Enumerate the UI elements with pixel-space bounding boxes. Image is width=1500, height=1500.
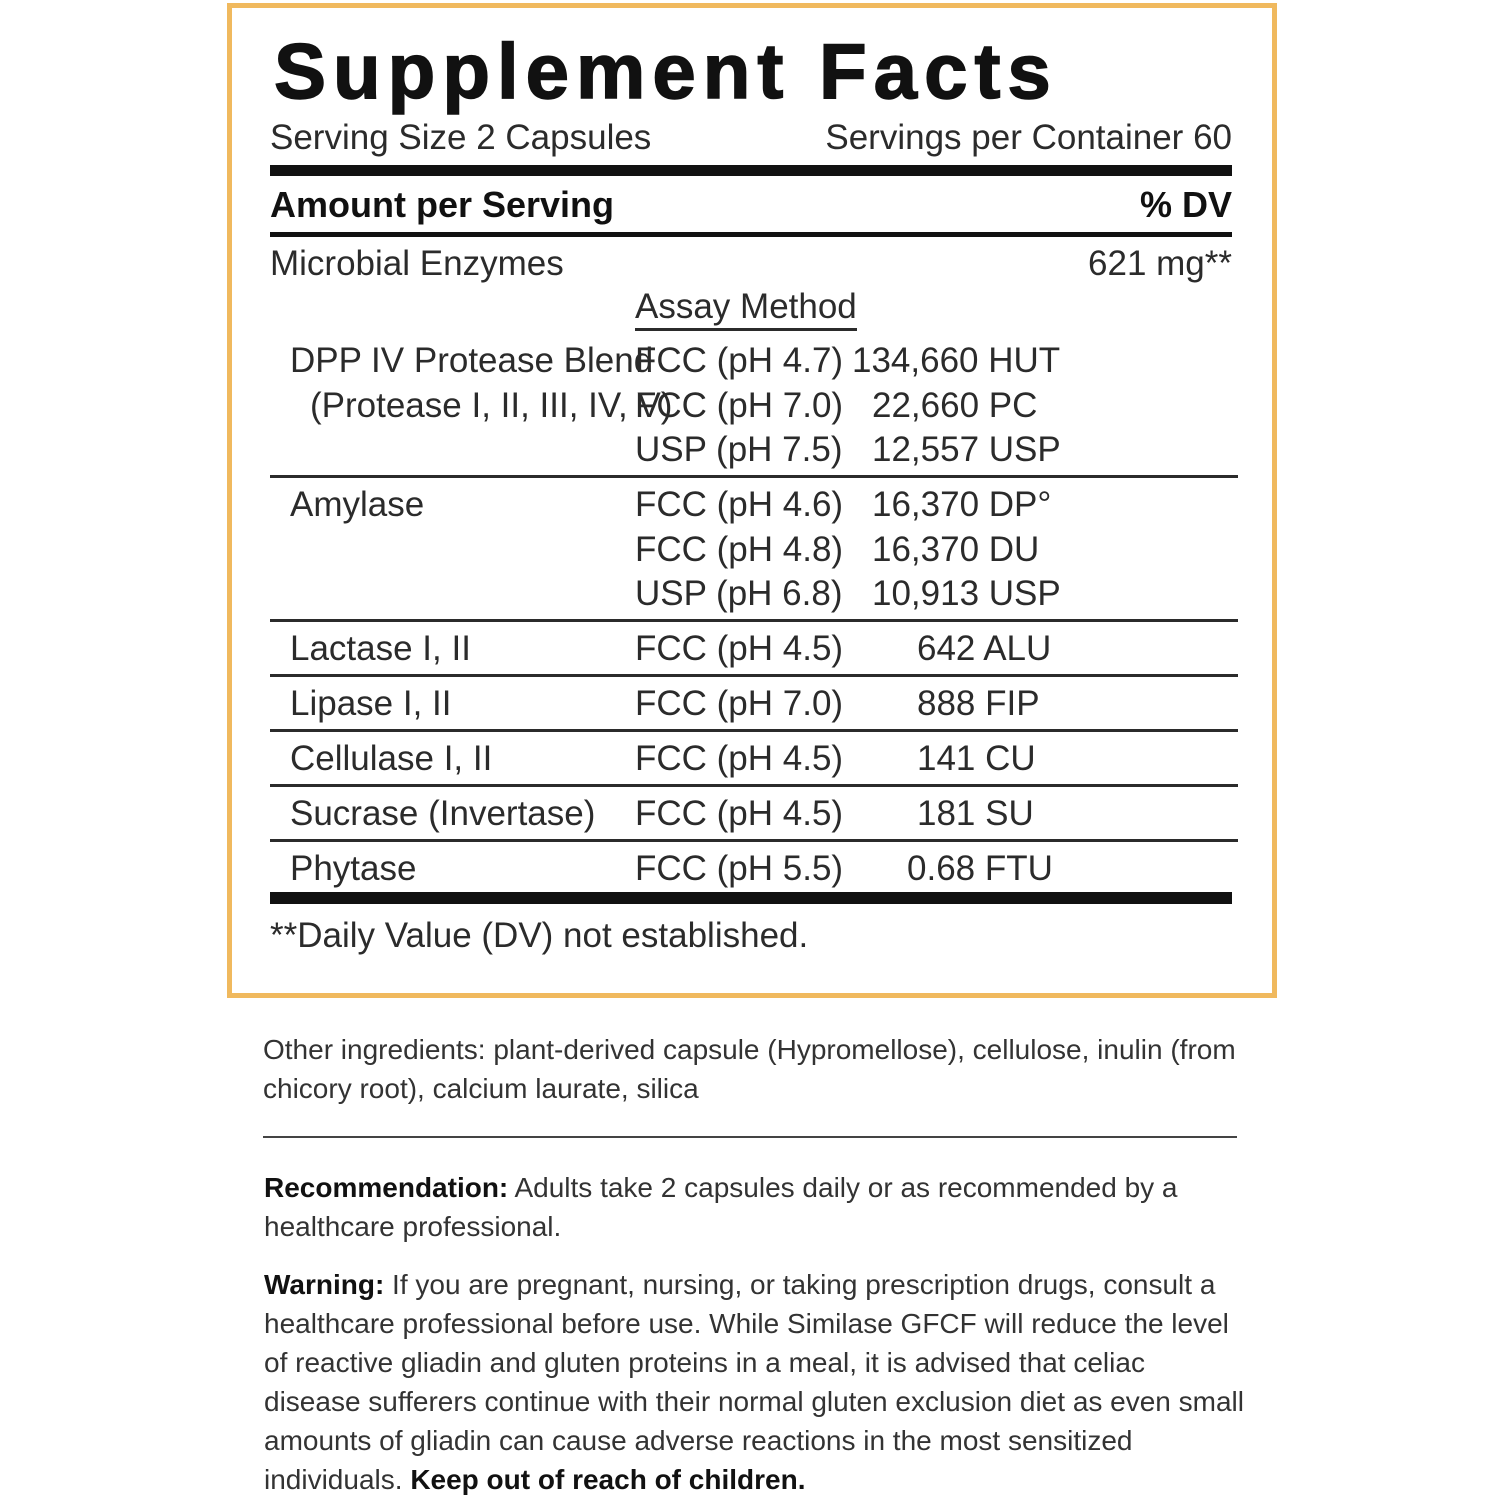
ingredient-name: Lipase I, II (290, 684, 452, 723)
activity-value: 181 SU (917, 794, 1034, 833)
assay-method: FCC (pH 4.5) (635, 739, 844, 778)
row-divider (270, 475, 1238, 478)
activity-value: 22,660 PC (872, 386, 1038, 425)
enzymes-label: Microbial Enzymes (270, 244, 564, 283)
amount-per-serving-label: Amount per Serving (270, 184, 615, 225)
daily-value-header: % DV (1139, 184, 1232, 225)
section-separator (263, 1136, 1237, 1138)
assay-method: USP (pH 7.5) (635, 430, 843, 469)
row-divider (270, 729, 1238, 732)
ingredient-name: Lactase I, II (290, 629, 471, 668)
row-divider (270, 839, 1238, 842)
ingredient-name: (Protease I, II, III, IV, V) (310, 386, 673, 425)
assay-method: FCC (pH 5.5) (635, 849, 844, 888)
enzymes-amount: 621 mg** (1088, 244, 1232, 283)
row-divider (270, 784, 1238, 787)
activity-value: 134,660 HUT (852, 341, 1061, 380)
assay-method: FCC (pH 4.7) (635, 341, 844, 380)
warning-text: If you are pregnant, nursing, or taking prescription drugs, consult a healthcare professional before use. While Similase GFCF will reduce the level of reactive gliadin and gluten proteins in a meal, it is advised that celiac disease sufferers continue with their normal gluten exclusion diet as even small amounts of gliadin can cause adverse reactions in the most sensitized individuals. (264, 1269, 1244, 1495)
activity-value: 0.68 FTU (907, 849, 1053, 888)
ingredient-name: Sucrase (Invertase) (290, 794, 596, 833)
warning-closing: Keep out of reach of children. (410, 1464, 806, 1495)
assay-method: USP (pH 6.8) (635, 574, 843, 613)
serving-size: Serving Size 2 Capsules (270, 118, 652, 157)
row-divider (270, 619, 1238, 622)
row-divider (270, 674, 1238, 677)
panel-title: Supplement Facts (274, 27, 1058, 115)
thick-divider (270, 165, 1232, 176)
activity-value: 141 CU (917, 739, 1036, 778)
recommendation-paragraph (264, 1168, 1244, 1246)
assay-method: FCC (pH 7.0) (635, 684, 844, 723)
thick-divider-bottom (270, 892, 1232, 904)
enzymes-total-row (270, 244, 1232, 288)
assay-method: FCC (pH 4.8) (635, 530, 844, 569)
assay-method: FCC (pH 4.6) (635, 485, 844, 524)
warning-label: Warning: (264, 1269, 385, 1300)
activity-value: 888 FIP (917, 684, 1040, 723)
ingredient-name: Phytase (290, 849, 417, 888)
activity-value: 10,913 USP (872, 574, 1061, 613)
servings-per-container: Servings per Container 60 (825, 118, 1232, 157)
assay-method: FCC (pH 7.0) (635, 386, 844, 425)
recommendation-label: Recommendation: (264, 1172, 509, 1203)
assay-method: FCC (pH 4.5) (635, 629, 844, 668)
serving-info (270, 118, 1232, 162)
ingredient-name: DPP IV Protease Blend (290, 341, 654, 380)
dv-footnote: **Daily Value (DV) not established. (270, 916, 809, 955)
amount-header (270, 184, 1232, 228)
activity-value: 642 ALU (917, 629, 1052, 668)
activity-value: 12,557 USP (872, 430, 1061, 469)
ingredient-name: Amylase (290, 485, 425, 524)
warning-paragraph (264, 1265, 1244, 1499)
assay-method-header: Assay Method (635, 288, 857, 331)
supplement-facts-panel (227, 3, 1277, 998)
activity-value: 16,370 DP° (872, 485, 1052, 524)
other-ingredients: Other ingredients: plant-derived capsule (Hypromellose), cellulose, inulin (from chicory root), calcium laurate, silica (263, 1034, 1236, 1104)
assay-method: FCC (pH 4.5) (635, 794, 844, 833)
medium-divider (270, 232, 1232, 237)
ingredient-name: Cellulase I, II (290, 739, 493, 778)
recommendation-text: Adults take 2 capsules daily or as recommended by a healthcare professional. (264, 1172, 1178, 1242)
activity-value: 16,370 DU (872, 530, 1040, 569)
